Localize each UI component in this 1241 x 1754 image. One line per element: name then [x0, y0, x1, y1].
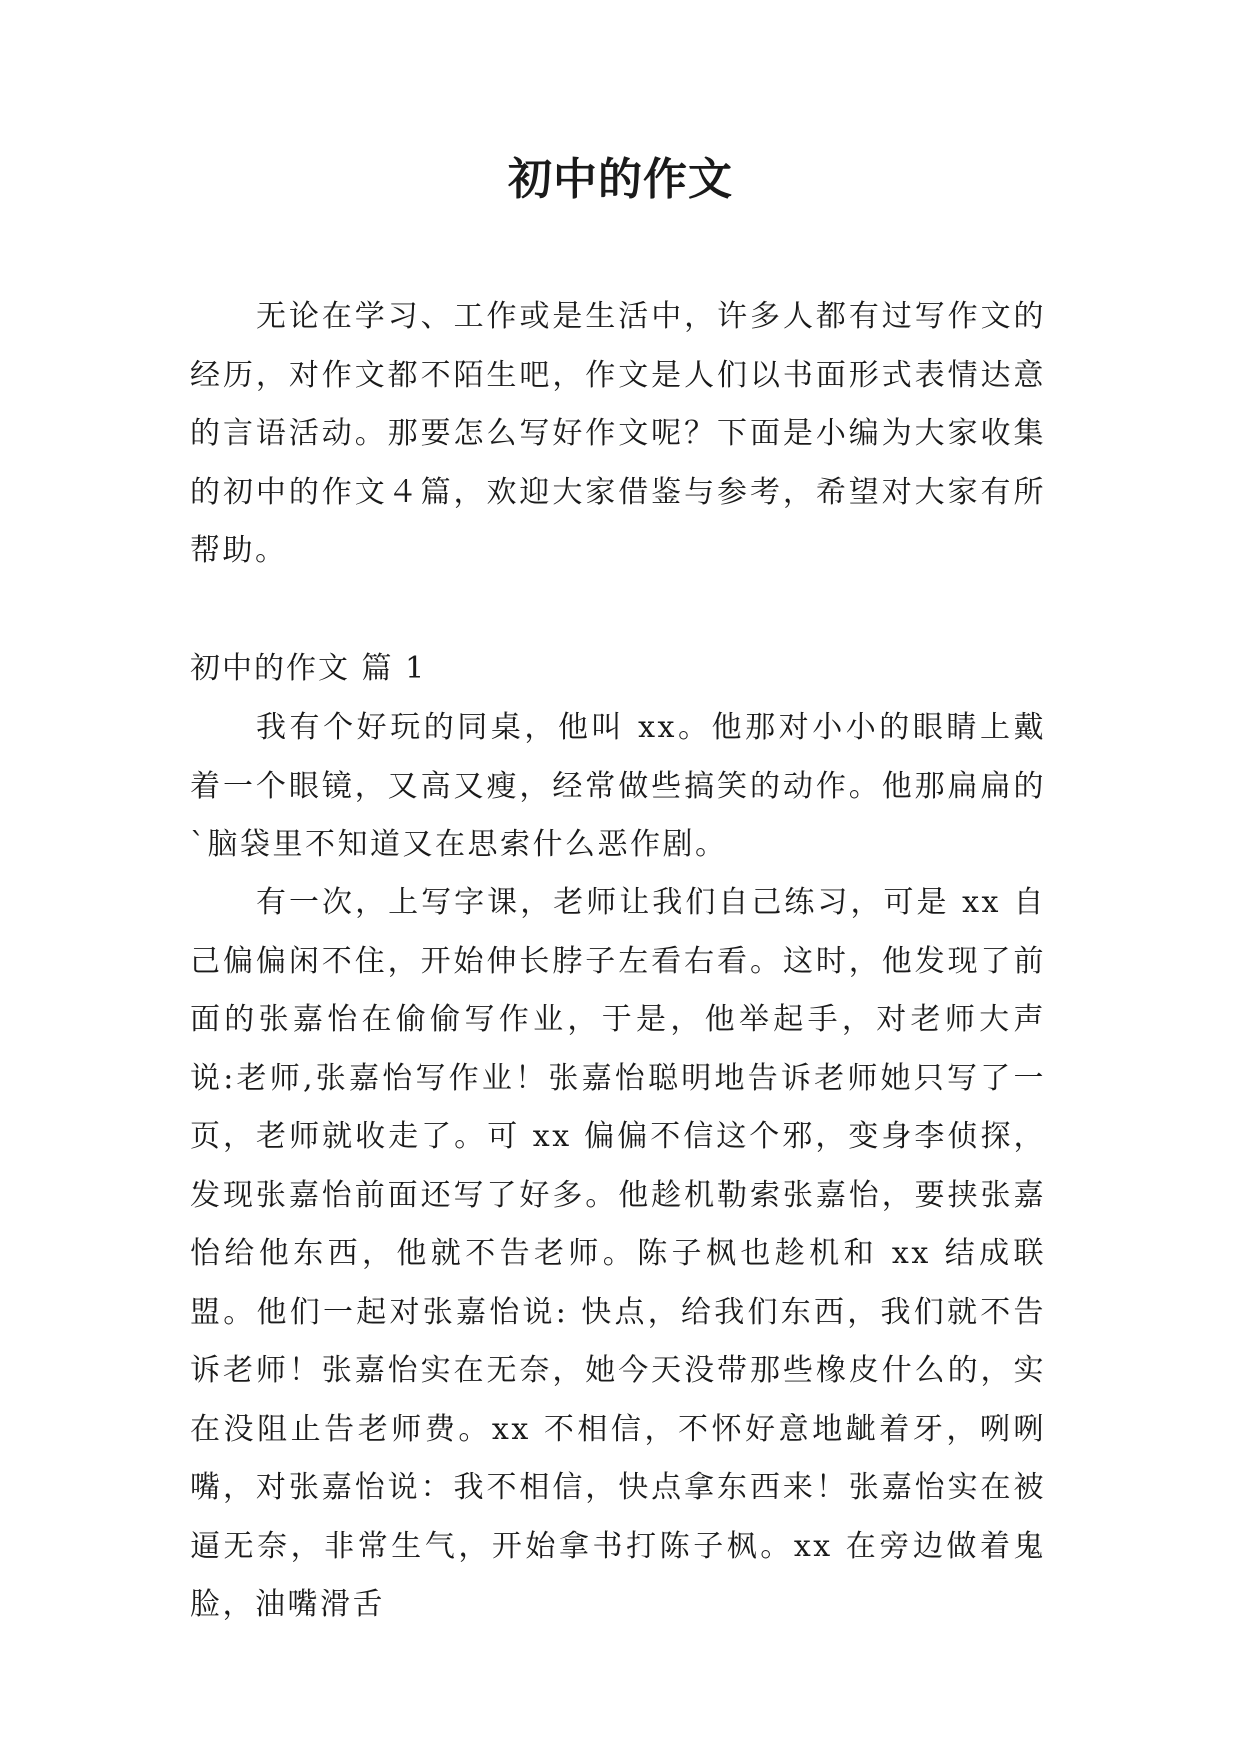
document-title: 初中的作文 — [508, 154, 733, 205]
section-heading: 初中的作文 篇 1 — [190, 651, 427, 686]
intro-paragraph: 无论在学习、工作或是生活中，许多人都有过写作文的经历，对作文都不陌生吧，作文是人们以书面形式表情达意的言语活动。那要怎么写好作文呢？下面是小编为大家收集的初中的作文４篇，欢迎大家借鉴与参考，希望对大家有所帮助。 — [190, 299, 1046, 568]
essay-paragraph-2: 有一次，上写字课，老师让我们自己练习，可是 xx 自己偏偏闲不住，开始伸长脖子左看右看。这时，他发现了前面的张嘉怡在偷偷写作业，于是，他举起手，对老师大声说:老师,张嘉怡写作业！张嘉怡聪明地告诉老师她只写了一页，老师就收走了。可 xx 偏偏不信这个邪，变身李侦探，发现张嘉怡前面还写了好多。他趁机勒索张嘉怡，要挟张嘉怡给他东西，他就不告老师。陈子枫也趁机和 xx 结成联盟。他们一起对张嘉怡说: 快点，给我们东西，我们就不告诉老师！张嘉怡实在无奈，她今天没带那些橡皮什么的，实在没阻止告老师费。xx 不相信，不怀好意地龇着牙，咧咧嘴，对张嘉怡说：我不相信，快点拿东西来！张嘉怡实在被逼无奈，非常生气，开始拿书打陈子枫。xx 在旁边做着鬼脸，油嘴滑舌 — [190, 885, 1046, 1622]
essay-paragraph-1: 我有个好玩的同桌，他叫 xx。他那对小小的眼睛上戴着一个眼镜，又高又瘦，经常做些搞笑的动作。他那扁扁的`脑袋里不知道又在思索什么恶作剧。 — [190, 710, 1046, 862]
